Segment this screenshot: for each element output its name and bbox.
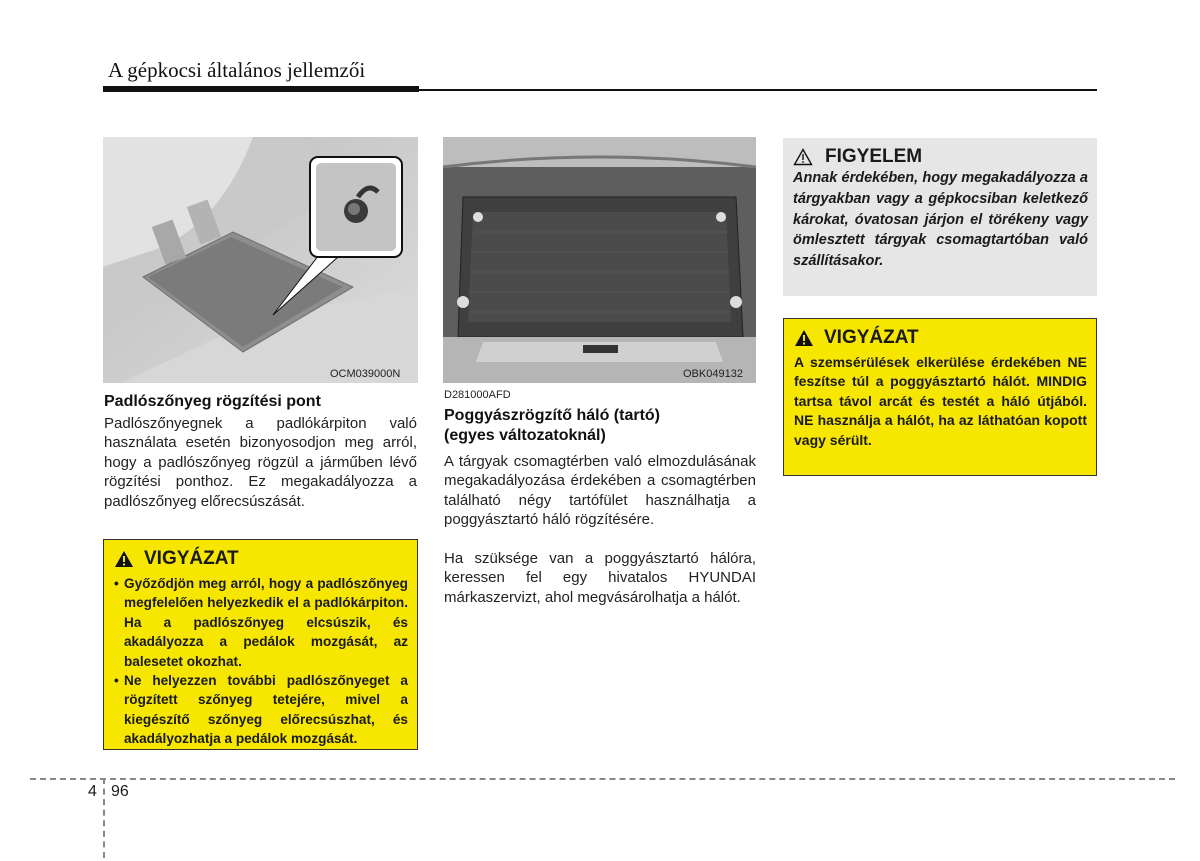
page-header-title: A gépkocsi általános jellemzői [108, 58, 366, 82]
page-number: 96 [111, 783, 129, 800]
section-heading-cargo-net: Poggyászrögzítő háló (tartó) (egyes változatoknál) [444, 407, 660, 444]
warning-text: A szemsérülések elkerülése érdekében NE feszítse túl a poggyásztartó hálót. MINDIG tartsa távol arcát és testét a háló útjából. NE használja a hálót, ha az láthatóan kopott vagy sérült. [794, 354, 1087, 448]
caution-triangle-outline-icon [793, 148, 813, 166]
warning-box-cargo-net [783, 318, 1097, 476]
floor-mat-illustration [103, 137, 418, 383]
warning-title: VIGYÁZAT [824, 327, 919, 348]
cargo-net-trunk-photo [443, 137, 756, 383]
section-heading-floor-mat: Padlószőnyeg rögzítési pont [104, 393, 321, 410]
section-paragraph-cargo-net-2: Ha szüksége van a poggyásztartó hálóra, keressen fel egy hivatalos HYUNDAI márkaszervizt, ahol megvásárolhatja a hálót. [444, 550, 756, 606]
warning-item: • Győződjön meg arról, hogy a padlószőnyeg megfelelően helyezkedik el a padlókárpiton. Ha a padlószőnyeg elcsúszik, és akadályozza a pedálok mozgását, az balesetet okozhat. [114, 574, 408, 671]
header-rule-thick [103, 86, 419, 92]
section-paragraph-floor-mat: Padlószőnyegnek a padlókárpiton való használata esetén bizonyosodjon meg arról, hogy a padlószőnyeg rögzül a járműben lévő rögzítési ponthoz. Ez megakadályozza a padlószőnyeg előrecsúszását. [104, 415, 417, 510]
footer-dashed-divider [103, 778, 105, 858]
warning-item: • Ne helyezzen további padlószőnyeget a rögzített szőnyeg tetejére, mivel a kiegészítő szőnyeg előrecsúszhat, és akadályozhatja a pedálok mozgását. [114, 671, 408, 749]
caution-text: Annak érdekében, hogy megakadályozza a tárgyakban vagy a gépkocsiban keletkező károkat, óvatosan járjon el törékeny vagy ömlesztett tárgyak csomagtartóban való szállításakor. [793, 170, 1088, 270]
warning-title: VIGYÁZAT [144, 548, 239, 569]
doc-code: D281000AFD [444, 389, 511, 401]
section-paragraph-cargo-net-1: A tárgyak csomagtérben való elmozdulásának megakadályozása érdekében a csomagtérben található négy tartófület használhatja a poggyásztartó háló rögzítésére. [444, 453, 756, 529]
header-rule-thin [419, 89, 1097, 91]
warning-box-floor-mat [103, 539, 418, 750]
warning-list [114, 574, 408, 749]
footer-dashed-rule [30, 778, 1175, 780]
caution-note-box [783, 138, 1097, 296]
warning-triangle-icon [114, 550, 134, 568]
image-code-col1: OCM039000N [330, 368, 401, 380]
page-chapter: 4 [88, 783, 97, 800]
warning-triangle-icon [794, 329, 814, 347]
caution-title: FIGYELEM [825, 146, 923, 167]
floor-mat-anchor-photo [103, 137, 418, 383]
image-code-col2: OBK049132 [683, 368, 743, 380]
trunk-illustration [443, 137, 756, 383]
